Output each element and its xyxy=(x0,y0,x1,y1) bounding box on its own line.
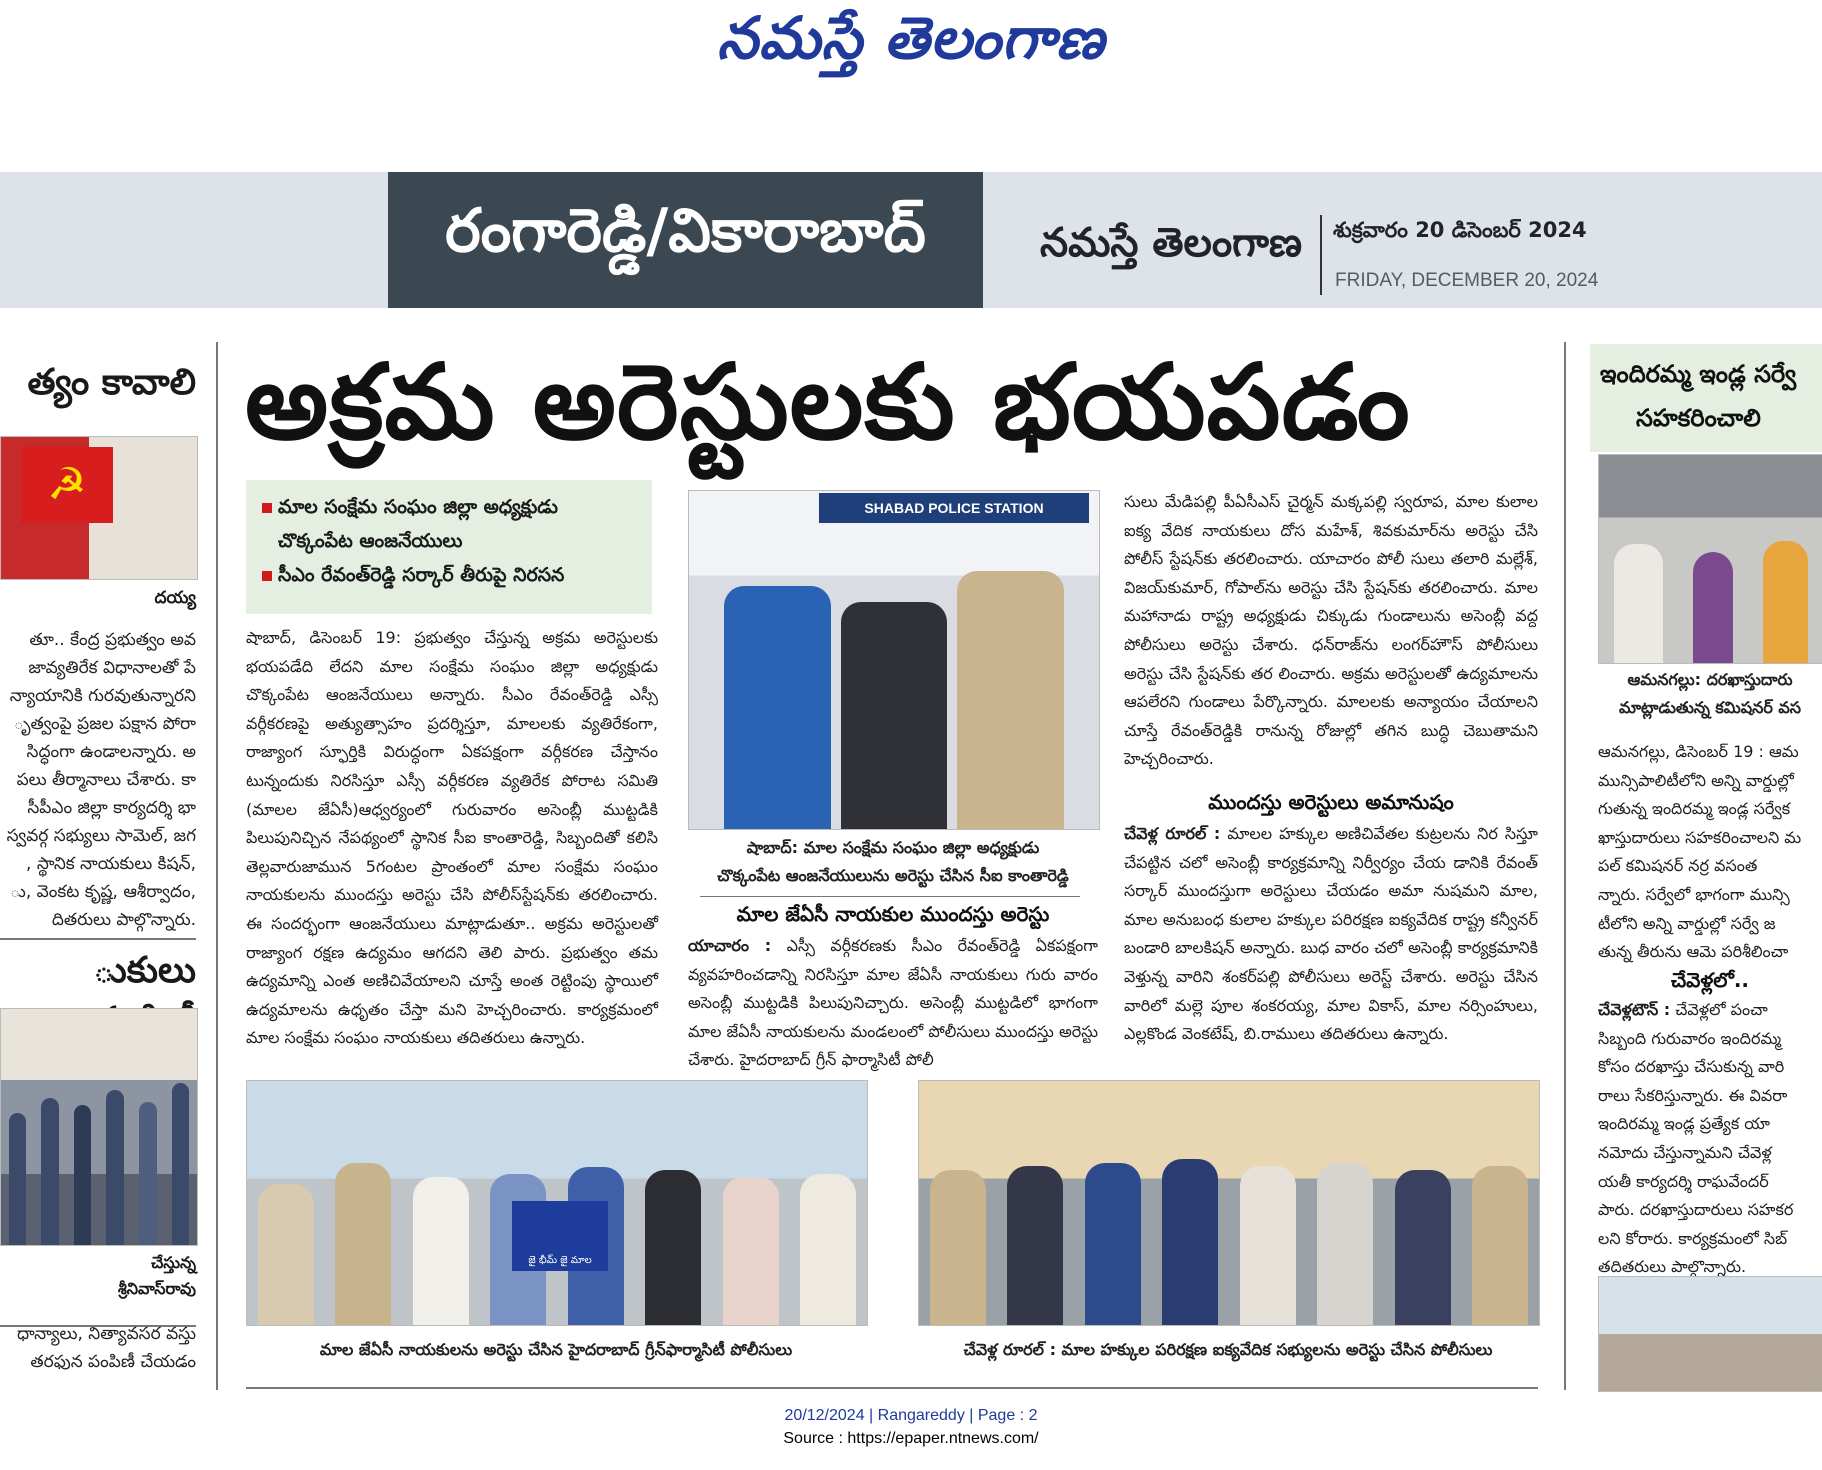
column-rule-left xyxy=(216,342,218,1390)
caption-rule xyxy=(700,896,1080,897)
left-photo2-caption: చేస్తున్న శ్రీనివాస్‌రావు xyxy=(117,1253,196,1298)
article-headline: అక్రమ అరెస్టులకు భయపడం xyxy=(245,341,1411,463)
police-station-sign: SHABAD POLICE STATION xyxy=(819,493,1089,523)
right-photo-caption: ఆమనగల్లు: దరఖాస్తుదారు మాట్లాడుతున్న కమిషనర్ వస xyxy=(1618,670,1802,717)
highlight-bullet-2: సీఎం రేవంత్‌రెడ్డి సర్కార్‌ తీరుపై నిరసన xyxy=(262,564,564,591)
band-divider xyxy=(1320,215,1322,295)
left-photo-students xyxy=(0,1008,198,1246)
photo-green-pharmacity-police xyxy=(246,1080,868,1326)
highlight-bullet-1: మాల సంక్షేమ సంఘం జిల్లా అధ్యక్షుడు xyxy=(262,496,558,523)
sub-headline-1: మాల జేఏసీ నాయకుల ముందస్తు అరెస్టు xyxy=(736,902,1050,926)
footer-edition-info: 20/12/2024 | Rangareddy | Page : 2 xyxy=(784,1407,1038,1424)
paper-name: నమస్తే తెలంగాణ xyxy=(1040,220,1303,266)
ambedkar-banner: జై భీమ్ జై మాల xyxy=(512,1201,608,1271)
right-photo-chevella xyxy=(1598,1276,1822,1392)
photo-caption-main: షాబాద్‌: మాల సంక్షేమ సంఘం జిల్లా అధ్యక్షుడు చొక్కంపేట ఆంజనేయులును అరెస్టు చేసిన సీఐ కాంతారెడ్డి xyxy=(717,838,1069,885)
photo-chevella-rural-police xyxy=(918,1080,1540,1326)
article-column-1: షాబాద్‌, డిసెంబర్‌ 19: ప్రభుత్వం చేస్తున్న అక్రమ అరెస్టులకు భయపడేది లేదని మాల సంక్షేమ సంఘం జిల్లా అధ్యక్షుడు చొక్కంపేట ఆంజనేయులు అన్నారు. సీఎం రేవంత్‌రెడ్డి ఎస్సీ వర్గీకరణపై అత్యుత్సాహం ప్రదర్శిస్తూ, మాలలకు వ్యతిరేకంగా, రాజ్యాంగ స్ఫూర్తికి విరుద్ధంగా ఏకపక్షంగా వర్గీకరణ చేస్తానం టున్నందుకు నిరసిస్తూ ఎస్సీ వర్గీకరణ వ్యతిరేక పోరాట సమితి (మాలల జేఏసీ)ఆధ్వర్యంలో గురువారం అసెంబ్లీ ముట్టడికి పిలుపునిచ్చిన నేపథ్యంలో స్థానిక సీఐ కాంతారెడ్డి, సిబ్బందితో కలిసి తెల్లవారుజామున 5గంటల ప్రాంతంలో మాల సంక్షేమ సంఘం నాయకులను ముందస్తు అరెస్టు చేసి పోలీస్‌స్టేషన్‌కు తరలించారు. ఈ సందర్భంగా ఆంజనేయులు మాట్లాడుతూ.. అక్రమ అరెస్టులతో రాజ్యాంగ రక్షణ ఉద్యమం ఆగదని తెలి పారు. ప్రభుత్వం తమ ఉద్యమాన్ని ఎంత అణిచివేయాలని చూస్తే అంత రెట్టింపు స్థాయిలో ఉద్యమాలను ఉధృతం చేస్తా మని హెచ్చరించారు. కార్యక్రమంలో మాల సంక్షేమ సంఘం నాయకులు తదితరులు ఉన్నారు. xyxy=(246,628,658,1048)
right-sub-headline: చేవెళ్లలో.. xyxy=(1670,968,1750,992)
photo-caption-bottom-right: చేవెళ్ల రూరల్‌ : మాల హక్కుల పరిరక్షణ ఐక్యవేదిక సభ్యులను అరెస్టు చేసిన పోలీసులు xyxy=(963,1340,1493,1359)
right-story-headline-2: సహకరించాలి xyxy=(1636,404,1761,432)
left-section-rule xyxy=(0,938,196,940)
cpi-flag-icon: ☭ xyxy=(21,447,113,523)
right-story-body: ఆమనగల్లు, డిసెంబర్ 19 : ఆమ మున్సిపాలిటీలోని అన్ని వార్డుల్లో గుతున్న ఇందిరమ్మ ఇండ్ల సర్వేక ఖాస్తుదారులు సహకరించాలని మ పల్ కమిషనర్ నర్ర వసంత న్నారు. సర్వేలో భాగంగా మున్సి టీలోని అన్ని వార్డుల్లో సర్వే జ తున్న తీరును ఆమె పరిశీలించా xyxy=(1598,742,1802,962)
masthead-logo: నమస్తే తెలంగాణ xyxy=(717,4,1105,72)
column-rule-right xyxy=(1564,342,1566,1390)
photo-shabad-police-station xyxy=(688,490,1100,830)
photo-caption-bottom-left: మాల జేఏసీ నాయకులను అరెస్టు చేసిన హైదరాబాద్‌ గ్రీన్‌ఫార్మాసిటీ పోలీసులు xyxy=(319,1340,793,1359)
right-photo-survey xyxy=(1598,454,1822,664)
bottom-rule xyxy=(246,1387,1538,1389)
highlight-bullet-1-cont: చొక్కంపేట ఆంజనేయులు xyxy=(278,530,463,552)
article-column-3: సులు మేడిపల్లి పీఏసీఎస్‌ చైర్మన్‌ మక్కపల్లి స్వరూప, మాల కులాల ఐక్య వేదిక నాయకులు దోస మహేశ్‌, శివకుమార్‌ను అరెస్టు చేసి పోలీస్‌ స్టేషన్‌కు తరలించారు. యాచారం పోలీ సులు తలారి మల్లేశ్‌, విజయ్‌కుమార్‌, గోపాల్‌ను అరెస్టు చేసి స్టేషన్‌కు తరలించారు. మాల మహానాడు రాష్ట్ర అధ్యక్షుడు చిక్కుడు గుండాలును అసెంబ్లీ వద్ద పోలీసులు అరెస్టు చేశారు. ధన్‌రాజ్‌ను లంగర్‌హౌస్‌ పోలీసులు అరెస్టు చేసి స్టేషన్‌కు తర లించారు. అక్రమ అరెస్టులతో ఉద్యమాలను ఆపలేరని గుండాలు పేర్కొన్నారు. మాలలకు అన్యాయం చేయాలని చూస్తే రేవంత్‌రెడ్డికి రానున్న రోజుల్లో తగిన బుద్ధి చెబుతామని హెచ్చరించారు. xyxy=(1124,492,1538,769)
date-english: FRIDAY, DECEMBER 20, 2024 xyxy=(1335,270,1599,291)
left-photo-caption: దయ్య xyxy=(154,588,196,608)
left-story-body: తూ.. కేంద్ర ప్రభుత్వం అవ జావ్యతిరేక విధానాలతో పే న్యాయానికి గురవుతున్నారని ృత్వంపై ప్రజల పక్షాన పోరా సిద్ధంగా ఉండాలన్నారు. అ పలు తీర్మానాలు చేశారు. కా సీపీఎం జిల్లా కార్యదర్శి భా స్వవర్గ సభ్యులు సామెల్, జగ , స్థానిక నాయకులు కిషన్, ు, వెంకట కృష్ణ, ఆశీర్వాదం, దితరులు పాల్గొన్నారు. xyxy=(6,630,196,930)
right-story-body-2: చేవెళ్లటౌన్ : చేవెళ్లలో పంచా సిబ్బంది గురువారం ఇందిరమ్మ కోసం దరఖాస్తు చేసుకున్న వారి రాలు సేకరిస్తున్నారు. ఈ వివరా ఇందిరమ్మ ఇండ్ల ప్రత్యేక యా నమోదు చేస్తున్నామని చేవెళ్ల యతీ కార్యదర్శి రాఘవేందర్ పారు. దరఖాస్తుదారులు సహకర లని కోరారు. కార్యక్రమంలో సిబ్ తదితరులు పాల్గొన్నారు. xyxy=(1598,1000,1794,1277)
left-photo-meeting xyxy=(0,436,198,580)
article-column-2: యాచారం : ఎస్సీ వర్గీకరణకు సీఎం రేవంత్‌రెడ్డి ఏకపక్షంగా వ్యవహరించడాన్ని నిరసిస్తూ మాల జేఏసీ నాయకులు గురు వారం అసెంబ్లీ ముట్టడికి పిలుపునిచ్చారు. అసెంబ్లీ ముట్టడిలో భాగంగా మాల జేఏసీ నాయకులను మండలంలో పోలీసులు ముందస్తు అరెస్టు చేశారు. హైదరాబాద్‌ గ్రీన్‌ ఫార్మాసిటీ పోలీ xyxy=(688,936,1098,1070)
section-title: రంగారెడ్డి/వికారాబాద్ xyxy=(445,196,926,266)
article-column-3b: చేవెళ్ల రూరల్‌ : మాలల హక్కుల అణిచివేతల కుట్రలను నిర సిస్తూ చేపట్టిన చలో అసెంబ్లీ కార్యక్రమాన్ని నిర్వీర్యం చేయ డానికి రేవంత్‌ సర్కార్‌ ముందస్తుగా అరెస్టులు చేయడం అమా నుషమని మాల, మాల అనుబంధ కులాల హక్కుల పరిరక్షణ ఐక్యవేదిక రాష్ట్ర కన్వీనర్‌ బండారి బాలకిషన్‌ అన్నారు. బుధ వారం చలో అసెంబ్లీ కార్యక్రమానికి వెళ్తున్న వారిని శంకర్‌పల్లి పోలీసులు అరెస్ట్‌ చేశారు. అరెస్టు చేసిన వారిలో మల్లె పూల శంకరయ్య, మాల వికాస్‌, మాల నర్సింహులు, ఎల్లకొండ వెంకటేష్‌, బి.రాములు తదితరులు ఉన్నారు. xyxy=(1124,824,1538,1044)
date-telugu: శుక్రవారం 20 డిసెంబర్ 2024 xyxy=(1333,218,1587,242)
left-story2-body: ధాన్యాలు, నిత్యావసర వస్తు తరఫున పంపిణీ చేయడం xyxy=(16,1324,196,1372)
left-story2-headline: ుకులు xyxy=(93,950,196,991)
sub-headline-2: ముందస్తు అరెస్టులు అమానుషం xyxy=(1208,790,1454,814)
left-story-headline: త్యం కావాలి xyxy=(27,362,196,403)
right-story-headline-1: ఇందిరమ్మ ఇండ్ల సర్వే xyxy=(1600,360,1797,388)
footer-source-link[interactable]: Source : https://epaper.ntnews.com/ xyxy=(783,1430,1039,1447)
